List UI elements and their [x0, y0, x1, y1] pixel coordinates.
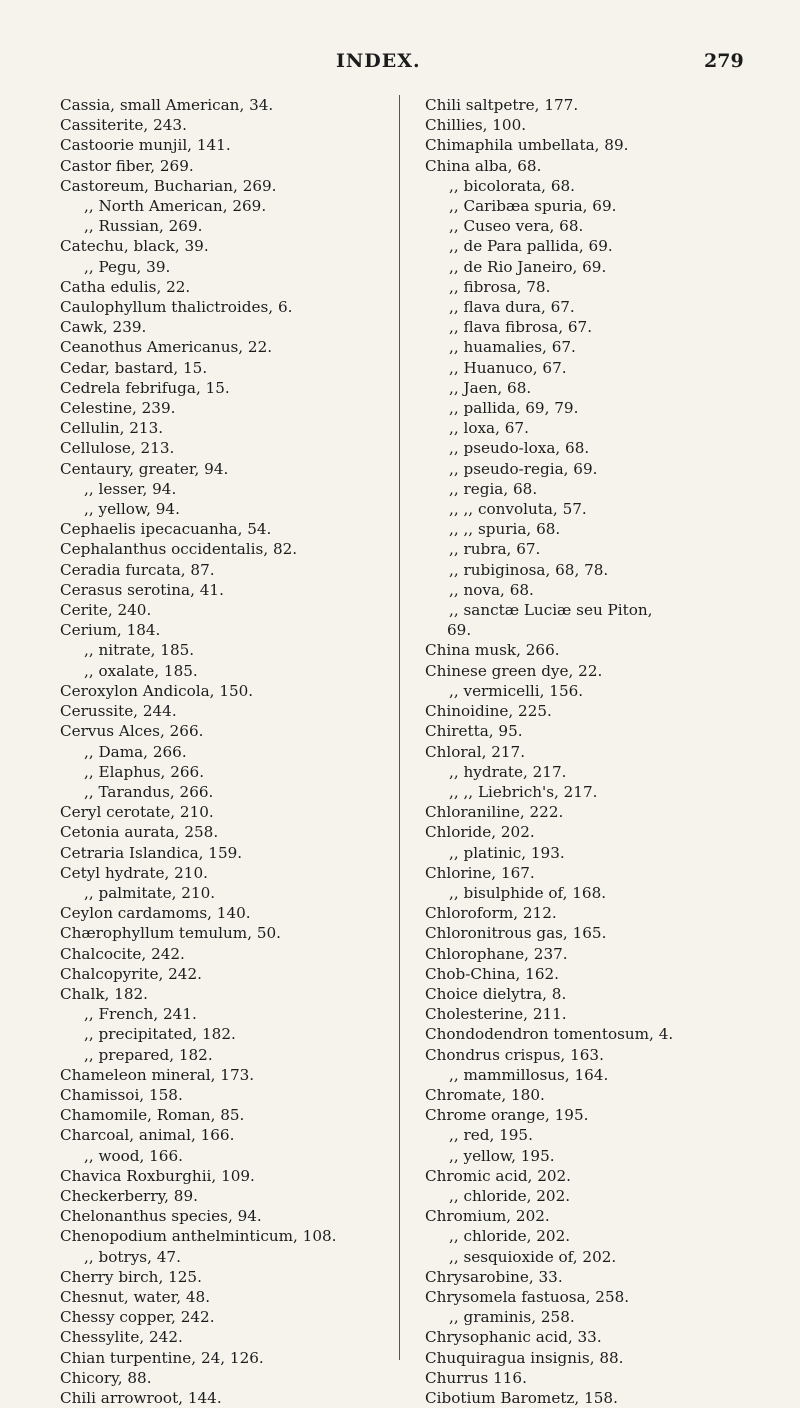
index-entry: Chicory, 88. [60, 1368, 152, 1387]
index-entry: Chamomile, Roman, 85. [60, 1106, 245, 1125]
index-entry: Chessylite, 242. [60, 1328, 183, 1347]
index-entry: ,, Elaphus, 266. [84, 762, 205, 781]
index-entry: Chuquiragua insignis, 88. [425, 1348, 624, 1367]
index-entry: ,, nova, 68. [449, 580, 534, 599]
index-entry: Cassia, small American, 34. [60, 96, 274, 114]
index-entry: ,, oxalate, 185. [84, 661, 198, 680]
index-entry: Ceroxylon Andicola, 150. [60, 681, 254, 700]
index-entry: ,, Pegu, 39. [84, 257, 171, 276]
index-entry: Chalk, 182. [60, 984, 148, 1003]
index-entry: Caulophyllum thalictroides, 6. [60, 298, 293, 317]
index-entry: Castoreum, Bucharian, 269. [60, 176, 277, 195]
index-entry: Cephaelis ipecacuanha, 54. [60, 520, 272, 539]
index-column-right [425, 95, 775, 1408]
index-entry: Chelonanthus species, 94. [60, 1207, 262, 1226]
index-entry: ,, fibrosa, 78. [449, 277, 551, 296]
index-entry: Chenopodium anthelminticum, 108. [60, 1227, 337, 1246]
column-divider [399, 95, 400, 1360]
index-entry: Chalcocite, 242. [60, 944, 185, 963]
index-entry: ,, pseudo-loxa, 68. [449, 439, 590, 458]
index-entry: ,, Russian, 269. [84, 217, 203, 236]
index-entry: ,, chloride, 202. [449, 1227, 571, 1246]
index-entry: ,, de Para pallida, 69. [449, 237, 613, 256]
index-entry: Chromic acid, 202. [425, 1166, 572, 1185]
index-entry: Chloronitrous gas, 165. [425, 924, 607, 943]
index-entry: Chloride, 202. [425, 823, 535, 842]
index-entry: ,, Caribæa spuria, 69. [449, 197, 617, 216]
index-entry: ,, flava dura, 67. [449, 298, 575, 317]
index-entry: Cellulin, 213. [60, 419, 164, 438]
index-entry: ,, hydrate, 217. [449, 762, 567, 781]
index-entry: ,, sesquioxide of, 202. [449, 1247, 617, 1266]
index-entry: ,, nitrate, 185. [84, 641, 195, 660]
index-entry: ,, bicolorata, 68. [449, 176, 575, 195]
index-entry: Celestine, 239. [60, 399, 176, 418]
index-entry: Ceanothus Americanus, 22. [60, 338, 273, 357]
index-entry: ,, ,, Liebrich's, 217. [449, 782, 598, 801]
index-column-left [60, 95, 388, 1408]
index-entry: ,, North American, 269. [84, 197, 267, 216]
index-entry: ,, prepared, 182. [84, 1045, 213, 1064]
index-entry: Chinese green dye, 22. [425, 661, 603, 680]
index-entry: Chameleon mineral, 173. [60, 1065, 255, 1084]
index-entry: ,, flava fibrosa, 67. [449, 318, 593, 337]
index-entry: ,, Tarandus, 266. [84, 782, 214, 801]
index-entry: Chavica Roxburghii, 109. [60, 1166, 255, 1185]
index-entry: Chessy copper, 242. [60, 1308, 215, 1327]
index-entry: ,, lesser, 94. [84, 479, 177, 498]
index-entry: Chili saltpetre, 177. [425, 96, 579, 114]
index-entry: Chromate, 180. [425, 1085, 545, 1104]
index-entry: ,, botrys, 47. [84, 1247, 181, 1266]
index-entry: Cerium, 184. [60, 621, 161, 640]
index-entry: Cholesterine, 211. [425, 1005, 567, 1024]
index-entry: Chamissoi, 158. [60, 1085, 183, 1104]
index-entry: Ceylon cardamoms, 140. [60, 904, 251, 923]
index-entry: Chondrus crispus, 163. [425, 1045, 604, 1064]
index-entry: ,, ,, spuria, 68. [449, 520, 561, 539]
index-entry: ,, Jaen, 68. [449, 378, 532, 397]
index-entry: ,, loxa, 67. [449, 419, 529, 438]
index-entry: Chinoidine, 225. [425, 702, 552, 721]
index-entry: Chloraniline, 222. [425, 803, 564, 822]
index-entry: Chromium, 202. [425, 1207, 550, 1226]
index-entry: Chesnut, water, 48. [60, 1287, 211, 1306]
index-entry: ,, ,, convoluta, 57. [449, 500, 587, 519]
index-entry: Chlorophane, 237. [425, 944, 568, 963]
index-entry: Chrysomela fastuosa, 258. [425, 1287, 630, 1306]
index-entry: ,, bisulphide of, 168. [449, 883, 607, 902]
index-entry: 69. [447, 621, 472, 640]
index-entry: ,, platinic, 193. [449, 843, 565, 862]
page-number: 279 [704, 50, 744, 72]
index-entry: Chrysarobine, 33. [425, 1267, 563, 1286]
index-entry: ,, mammillosus, 164. [449, 1065, 609, 1084]
index-entry: Cerussite, 244. [60, 702, 177, 721]
index-entry: ,, rubra, 67. [449, 540, 541, 559]
index-entry: Cassiterite, 243. [60, 116, 187, 135]
index-entry: Chiretta, 95. [425, 722, 523, 741]
index-entry: ,, yellow, 195. [449, 1146, 555, 1165]
index-entry: ,, yellow, 94. [84, 500, 180, 519]
index-entry: Cetraria Islandica, 159. [60, 843, 243, 862]
index-entry: Cherry birch, 125. [60, 1267, 202, 1286]
index-entry: ,, de Rio Janeiro, 69. [449, 257, 607, 276]
index-entry: Cerasus serotina, 41. [60, 580, 224, 599]
index-entry: ,, sanctæ Luciæ seu Piton, [449, 601, 653, 620]
page-header [0, 50, 800, 80]
index-entry: Catechu, black, 39. [60, 237, 209, 256]
index-entry: China alba, 68. [425, 156, 542, 175]
index-entry: ,, huamalies, 67. [449, 338, 576, 357]
index-entry: Cervus Alces, 266. [60, 722, 204, 741]
page-title: INDEX. [336, 50, 421, 72]
index-entry: Chærophyllum temulum, 50. [60, 924, 282, 943]
index-entry: ,, pallida, 69, 79. [449, 399, 579, 418]
index-entry: ,, French, 241. [84, 1005, 197, 1024]
index-entry: ,, Dama, 266. [84, 742, 187, 761]
index-entry: Cibotium Barometz, 158. [425, 1389, 618, 1407]
index-entry: Chlorine, 167. [425, 863, 535, 882]
index-entry: Chalcopyrite, 242. [60, 964, 202, 983]
index-entry: China musk, 266. [425, 641, 560, 660]
index-entry: ,, chloride, 202. [449, 1186, 571, 1205]
index-entry: Catha edulis, 22. [60, 277, 191, 296]
index-entry: Chloroform, 212. [425, 904, 557, 923]
index-entry: Chillies, 100. [425, 116, 527, 135]
index-entry: ,, regia, 68. [449, 479, 538, 498]
index-entry: Choice dielytra, 8. [425, 984, 567, 1003]
index-entry: ,, wood, 166. [84, 1146, 183, 1165]
index-entry: ,, precipitated, 182. [84, 1025, 236, 1044]
index-entry: ,, Cuseo vera, 68. [449, 217, 584, 236]
index-entry: Cetyl hydrate, 210. [60, 863, 208, 882]
index-entry: Cedrela febrifuga, 15. [60, 378, 230, 397]
index-entry: ,, palmitate, 210. [84, 883, 216, 902]
index-entry: Chian turpentine, 24, 126. [60, 1348, 264, 1367]
index-entry: Centaury, greater, 94. [60, 459, 229, 478]
index-entry: ,, vermicelli, 156. [449, 681, 584, 700]
index-entry: Chloral, 217. [425, 742, 526, 761]
index-entry: ,, graminis, 258. [449, 1308, 575, 1327]
index-entry: Cawk, 239. [60, 318, 147, 337]
index-entry: Chob-China, 162. [425, 964, 559, 983]
index-entry: Ceradia furcata, 87. [60, 560, 215, 579]
index-entry: Cephalanthus occidentalis, 82. [60, 540, 298, 559]
index-entry: ,, pseudo-regia, 69. [449, 459, 598, 478]
index-entry: Castoorie munjil, 141. [60, 136, 231, 155]
index-entry: Checkerberry, 89. [60, 1186, 198, 1205]
index-entry: Cerite, 240. [60, 601, 152, 620]
index-entry: Churrus 116. [425, 1368, 527, 1387]
index-entry: Cetonia aurata, 258. [60, 823, 219, 842]
index-entry: Chimaphila umbellata, 89. [425, 136, 629, 155]
index-entry: Chondodendron tomentosum, 4. [425, 1025, 674, 1044]
index-entry: Chrysophanic acid, 33. [425, 1328, 602, 1347]
index-entry: ,, rubiginosa, 68, 78. [449, 560, 609, 579]
index-entry: ,, red, 195. [449, 1126, 533, 1145]
index-entry: Cellulose, 213. [60, 439, 175, 458]
index-entry: Chili arrowroot, 144. [60, 1389, 222, 1407]
index-entry: Ceryl cerotate, 210. [60, 803, 214, 822]
index-entry: Charcoal, animal, 166. [60, 1126, 235, 1145]
index-entry: Chrome orange, 195. [425, 1106, 589, 1125]
index-entry: Castor fiber, 269. [60, 156, 194, 175]
index-entry: ,, Huanuco, 67. [449, 358, 567, 377]
index-entry: Cedar, bastard, 15. [60, 358, 208, 377]
